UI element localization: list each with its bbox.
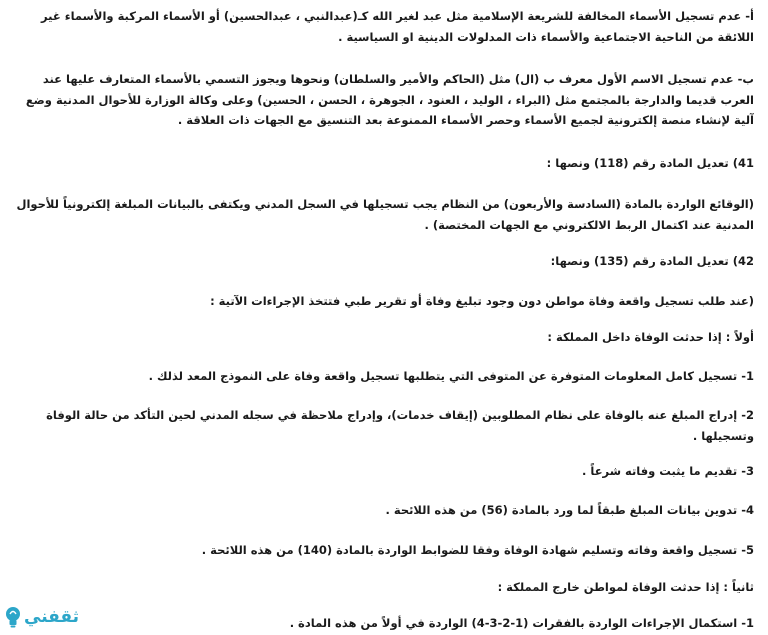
paragraph-article-118-text <box>14 194 754 235</box>
heading-death-inside-kingdom <box>14 327 754 348</box>
heading-amend-article-135 <box>14 251 754 272</box>
text-line: أولاً : إذا حدثت الوفاة داخل المملكة : <box>547 330 754 344</box>
paragraph-names-violating-sharia <box>14 6 754 47</box>
text-line: العرب قديما والدارجة بالمجتمع مثل (البراء ، الوليد ، العنود ، الجوهرة ، الحسن ، الحسين) وعلى وكالة الوزارة للأحوال المدنية وضع <box>25 92 754 107</box>
text-line: آلية لإنشاء منصة إلكترونية لجميع الأسماء وحصر الأسماء الممنوعة بعد التنسيق مع الجهات ذات العلاقة . <box>177 113 754 127</box>
text-line: 5- تسجيل واقعة وفاته وتسليم شهادة الوفاة وفقا للضوابط الواردة بالمادة (140) من هذه اللائحة . <box>201 543 754 557</box>
text-line: المدنية عند اكتمال الربط الالكتروني مع الجهات المختصة) . <box>424 217 754 232</box>
paragraph-names-with-al <box>14 69 754 131</box>
lightbulb-icon <box>4 605 22 629</box>
logo-text: ثقفني <box>24 607 79 627</box>
text-line: 1- تسجيل كامل المعلومات المتوفرة عن المتوفى التي يتطلبها تسجيل واقعة وفاة على النموذج المعد لذلك . <box>148 369 754 383</box>
text-line: وتسجيلها . <box>692 428 754 443</box>
list-item-step-4 <box>14 500 754 521</box>
list-item-step-3 <box>14 461 754 482</box>
text-line: ثانياً : إذا حدثت الوفاة لمواطن خارج المملكة : <box>497 580 754 594</box>
list-item-step-5 <box>14 540 754 561</box>
text-line: 42) تعديل المادة رقم (135) ونصها: <box>550 254 754 268</box>
text-line: ب- عدم تسجيل الاسم الأول معرف ب (ال) مثل (الحاكم والأمير والسلطان) ونحوها ويجوز التسمي بالأسماء المتعارف عليها عند <box>42 72 754 86</box>
list-item-step-1 <box>14 366 754 387</box>
text-line: 1- استكمال الإجراءات الواردة بالفقرات (1-2-3-4) الواردة في أولاً من هذه المادة . <box>289 616 754 630</box>
paragraph-death-registration-request <box>14 291 754 312</box>
text-line: 4- تدوين بيانات المبلغ طبقاً لما ورد بالمادة (56) من هذه اللائحة . <box>385 503 754 517</box>
text-line: 3- تقديم ما يثبت وفاته شرعاً . <box>582 464 754 478</box>
list-item-step-2 <box>14 405 754 446</box>
list-item-outside-step-1 <box>14 613 754 634</box>
text-line: (عند طلب تسجيل واقعة وفاة مواطن دون وجود تبليغ وفاة أو تقرير طبي فتتخذ الإجراءات الآتية : <box>210 294 754 308</box>
text-line: أ- عدم تسجيل الأسماء المخالفة للشريعة الإسلامية مثل عبد لغير الله كـ(عبدالنبي ، عبدالحسين) أو الأسماء المركبة والأسماء غير <box>40 9 754 23</box>
text-line: 2- إدراج المبلغ عنه بالوفاة على نظام المطلوبين (إيقاف خدمات)، وإدراج ملاحظة في سجله المدني لحين التأكد من حالة الوفاة <box>46 408 754 422</box>
site-watermark-logo <box>4 605 79 629</box>
text-line: (الوقائع الواردة بالمادة (السادسة والأربعون) من النظام يجب تسجيلها في السجل المدني ويكتفى بالبيانات المبلغة إلكترونياً للأحوال <box>16 197 754 211</box>
heading-death-outside-kingdom <box>14 577 754 598</box>
text-line: 41) تعديل المادة رقم (118) ونصها : <box>546 156 754 170</box>
heading-amend-article-118 <box>14 153 754 174</box>
text-line: اللائقة من الناحية الاجتماعية والأسماء ذات المدلولات الدينية او السياسية . <box>338 29 754 44</box>
